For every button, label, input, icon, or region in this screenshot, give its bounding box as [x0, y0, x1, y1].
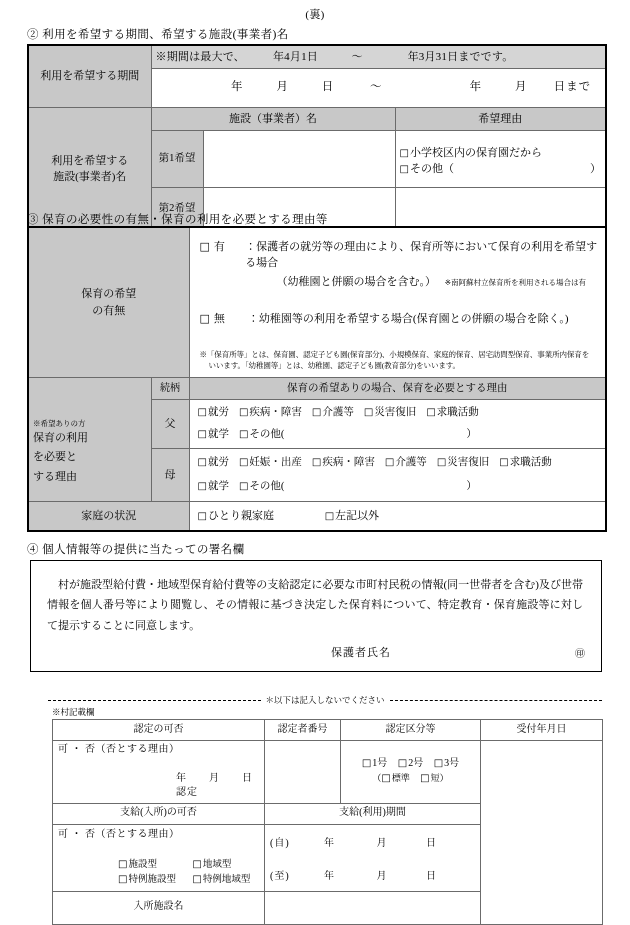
col-header-reason-required: 保育の希望ありの場合、保育を必要とする理由 — [189, 378, 606, 400]
payment-decision-cell[interactable] — [53, 824, 265, 891]
table-row — [28, 400, 606, 449]
mother-reason-pregnancy-checkbox[interactable]: □ 妊娠・出産 — [239, 455, 302, 471]
period-row-label: 利用を希望する期間 — [28, 45, 151, 108]
period-tilde: ～ — [370, 81, 383, 94]
consent-signature-box — [30, 560, 602, 672]
signature-row[interactable] — [31, 644, 601, 660]
consent-text: 村が施設型給付費・地域型保育給付費等の支給認定に必要な市町村民税の情報(同一世帯者を含む)及び世帯情報を個人番号等により閲覧し、その情報に基づき決定した保育料について、特定教育・保育施設等に対して提示することに同意します。 — [47, 579, 583, 632]
seal-icon: ㊞ — [575, 648, 585, 660]
mother-reason-study-checkbox[interactable]: □ 就学 — [198, 479, 229, 495]
choice-1-reason-cell[interactable] — [395, 131, 606, 188]
payment-from-day: 日 — [426, 838, 437, 849]
father-reason-other-checkbox[interactable]: □ その他( — [239, 427, 284, 443]
approval-category-cell[interactable] — [341, 741, 481, 804]
period-end-day: 日まで — [553, 81, 592, 94]
signature-label: 保護者氏名 — [331, 647, 391, 660]
table-row — [28, 108, 606, 131]
father-reason-other-close: ） — [466, 429, 477, 440]
father-reason-row-2[interactable] — [198, 427, 600, 443]
category-sub-close-paren: ） — [439, 772, 449, 783]
father-reason-disaster-checkbox[interactable]: □ 災害復旧 — [364, 405, 416, 421]
table-row — [53, 741, 603, 804]
mother-reason-other-checkbox[interactable]: □ その他( — [239, 479, 284, 495]
hope-label-line-1: 保育の希望 — [81, 288, 137, 300]
mother-reason-illness-checkbox[interactable]: □ 疾病・障害 — [312, 455, 375, 471]
section-3-heading: ③ 保育の必要性の有無・保育の利用を必要とする理由等 — [27, 214, 328, 226]
hope-definition-note — [200, 350, 600, 372]
col-header-approval: 認定の可否 — [53, 720, 265, 741]
section-4-heading: ④ 個人情報等の提供に当たっての署名欄 — [27, 544, 245, 556]
category-standard-checkbox[interactable]: □ 標準 — [381, 773, 409, 783]
table-row — [53, 720, 603, 741]
facility-label-line-2: 施設(事業者)名 — [53, 171, 127, 183]
hope-label-line-2: の有無 — [92, 304, 126, 317]
mother-reason-row-1[interactable] — [198, 455, 600, 471]
office-use-table — [52, 719, 603, 925]
reason-label-line-3: する理由 — [33, 470, 77, 483]
reason-school-district-checkbox[interactable]: □ 小学校区内の保育園だから — [400, 145, 602, 162]
category-3-checkbox[interactable]: □ 3号 — [434, 758, 459, 769]
col-header-payment-period: 支給(利用)期間 — [265, 803, 481, 824]
hope-yes-row[interactable] — [200, 239, 600, 272]
village-section-label: ※村記載欄 — [52, 707, 95, 717]
divider-dash-right — [390, 700, 603, 701]
approval-category-sub-options[interactable] — [346, 772, 475, 787]
col-header-facility-name: 施設（事業者）名 — [151, 108, 395, 131]
mother-reason-disaster-checkbox[interactable]: □ 災害復旧 — [437, 455, 489, 471]
family-single-parent-checkbox[interactable]: □ ひとり親家庭 — [198, 510, 274, 522]
period-facility-table — [27, 44, 607, 232]
reason-other-close-paren: ） — [590, 163, 601, 175]
payment-from-month: 月 — [376, 838, 388, 849]
mother-reason-jobsearch-checkbox[interactable]: □ 求職活動 — [499, 455, 551, 471]
period-start-day: 日 — [321, 81, 335, 94]
col-header-approval-number: 認定者番号 — [265, 720, 341, 741]
period-note: ※期間は最大で、 年4月1日 ～ 年3月31日までです。 — [151, 45, 606, 69]
choice-1-label: 第1希望 — [151, 131, 203, 188]
approval-decision-cell[interactable] — [53, 741, 265, 804]
childcare-necessity-table — [27, 226, 607, 532]
hope-no-mark: 無 — [213, 313, 225, 326]
father-reason-nursing-checkbox[interactable]: □ 介護等 — [312, 405, 354, 421]
col-header-receipt-date: 受付年月日 — [481, 720, 603, 741]
payment-to-month: 月 — [376, 870, 388, 882]
table-row — [28, 45, 606, 69]
reason-other-checkbox[interactable]: □ その他（ — [400, 161, 454, 178]
period-input-cell[interactable] — [151, 69, 606, 108]
reason-label-note: ※希望ありの方 — [33, 418, 86, 428]
col-header-relation: 続柄 — [151, 378, 189, 400]
col-header-approval-category: 認定区分等 — [341, 720, 481, 741]
father-reason-study-checkbox[interactable]: □ 就学 — [198, 427, 229, 443]
office-use-divider — [48, 694, 602, 706]
approval-decision-text: 可 ・ 否（否とする理由） — [58, 744, 180, 755]
reason-other-row[interactable] — [400, 161, 602, 178]
hope-options-cell[interactable] — [189, 227, 606, 378]
hope-yes-mark: 有 — [213, 240, 225, 253]
type-special-regional-checkbox[interactable]: □ 特例地域型 — [192, 875, 250, 885]
table-row — [28, 502, 606, 532]
mother-reason-work-checkbox[interactable]: □ 就労 — [198, 455, 229, 471]
receipt-date-input[interactable] — [481, 741, 603, 925]
period-start-month: 月 — [276, 81, 289, 94]
payment-decision-text: 可 ・ 否（否とする理由） — [58, 829, 180, 840]
father-reason-jobsearch-checkbox[interactable]: □ 求職活動 — [426, 405, 478, 421]
payment-to-day: 日 — [426, 870, 437, 882]
approval-number-input[interactable] — [265, 741, 341, 804]
hope-yes-subline — [200, 274, 600, 291]
period-end-month: 月 — [514, 81, 528, 94]
period-date-line — [156, 72, 602, 104]
category-1-checkbox[interactable]: □ 1号 — [362, 758, 387, 769]
mother-reason-cell[interactable] — [189, 449, 606, 502]
admitted-facility-label: 入所施設名 — [53, 891, 265, 924]
category-2-checkbox[interactable]: □ 2号 — [398, 758, 423, 769]
type-regional-checkbox[interactable]: □ 地域型 — [192, 860, 231, 870]
note-line-1: ※「保育所等」とは、保育園、認定子ども園(保育部分)、小規模保育、家庭的保育、居宅訪問型保育、事業所内保育を — [199, 349, 590, 359]
choice-2-label: 第2希望 — [151, 188, 203, 232]
category-sub-open-paren: （ — [372, 772, 382, 783]
type-facility-checkbox[interactable]: □ 施設型 — [118, 857, 190, 872]
father-reason-illness-checkbox[interactable]: □ 疾病・障害 — [239, 405, 302, 421]
divider-dash-left — [48, 700, 261, 701]
approval-category-options[interactable] — [346, 757, 475, 772]
mother-reason-other-close: ） — [466, 481, 477, 492]
father-reason-work-checkbox[interactable]: □ 就労 — [198, 405, 229, 421]
reason-label-line-1: 保育の利用 — [33, 432, 88, 444]
family-status-label: 家庭の状況 — [28, 502, 189, 532]
hope-yes-text-2: （幼稚園と併願の場合を含む。） — [276, 275, 436, 288]
facility-label-line-1: 利用を希望する — [51, 154, 129, 167]
payment-period-to-label: (至) — [270, 870, 290, 882]
father-reason-cell[interactable] — [189, 400, 606, 449]
facility-type-row-2[interactable] — [118, 872, 259, 887]
category-short-checkbox[interactable]: □ 短 — [420, 773, 439, 783]
page-side-mark: (裏) — [305, 9, 325, 21]
hope-yes-text: ：保護者の就労等の理由により、保育所等において保育の利用を希望する場合 — [245, 240, 598, 270]
payment-period-to-row[interactable] — [270, 870, 475, 885]
relation-father: 父 — [151, 400, 189, 449]
mother-reason-nursing-checkbox[interactable]: □ 介護等 — [385, 455, 427, 471]
facility-type-row-1[interactable] — [118, 857, 259, 872]
note-line-2: いいます。「幼稚園等」とは、幼稚園、認定子ども園(教育部分)をいいます。 — [208, 360, 460, 370]
payment-to-year: 年 — [324, 870, 335, 882]
type-special-facility-checkbox[interactable]: □ 特例施設型 — [118, 872, 190, 887]
reason-label-cell — [28, 400, 151, 502]
hope-label-cell — [28, 227, 189, 378]
approval-date-text: 年 月 日認定 — [176, 772, 253, 798]
hope-no-checkbox[interactable] — [200, 311, 214, 328]
hope-yes-note: ※南阿蘇村立保育所を利用される場合は有 — [444, 277, 587, 287]
period-start-year: 年 — [231, 81, 244, 94]
facility-type-options[interactable] — [58, 857, 259, 888]
payment-period-cell[interactable] — [265, 824, 481, 891]
period-end-year: 年 — [469, 81, 483, 94]
family-status-cell[interactable] — [189, 502, 606, 532]
hope-no-text: ：幼稚園等の利用を希望する場合(保育園との併願の場合を除く。) — [247, 313, 569, 326]
section-2-heading: ② 利用を希望する期間、希望する施設(事業者)名 — [27, 29, 289, 41]
col-header-reason: 希望理由 — [395, 108, 606, 131]
hope-no-row[interactable] — [200, 311, 600, 328]
divider-label: ＊以下は記入しないでください — [265, 695, 385, 705]
table-row — [28, 378, 606, 400]
payment-period-from-label: (自) — [270, 838, 290, 849]
payment-period-from-row[interactable] — [270, 837, 475, 852]
relation-mother: 母 — [151, 449, 189, 502]
family-other-checkbox[interactable]: □ 左記以外 — [325, 510, 379, 522]
reason-label-line-2: を必要と — [33, 451, 77, 464]
admitted-facility-input[interactable] — [265, 891, 481, 924]
choice-2-reason-input[interactable] — [395, 188, 606, 232]
col-header-payment-approval: 支給(入所)の可否 — [53, 803, 265, 824]
table-row — [28, 227, 606, 378]
payment-from-year: 年 — [324, 838, 335, 849]
choice-1-facility-input[interactable] — [203, 131, 395, 188]
father-reason-row-1[interactable] — [198, 405, 600, 421]
mother-reason-row-2[interactable] — [198, 479, 600, 495]
reason-label-spacer — [28, 378, 151, 400]
hope-yes-checkbox[interactable] — [200, 239, 214, 256]
